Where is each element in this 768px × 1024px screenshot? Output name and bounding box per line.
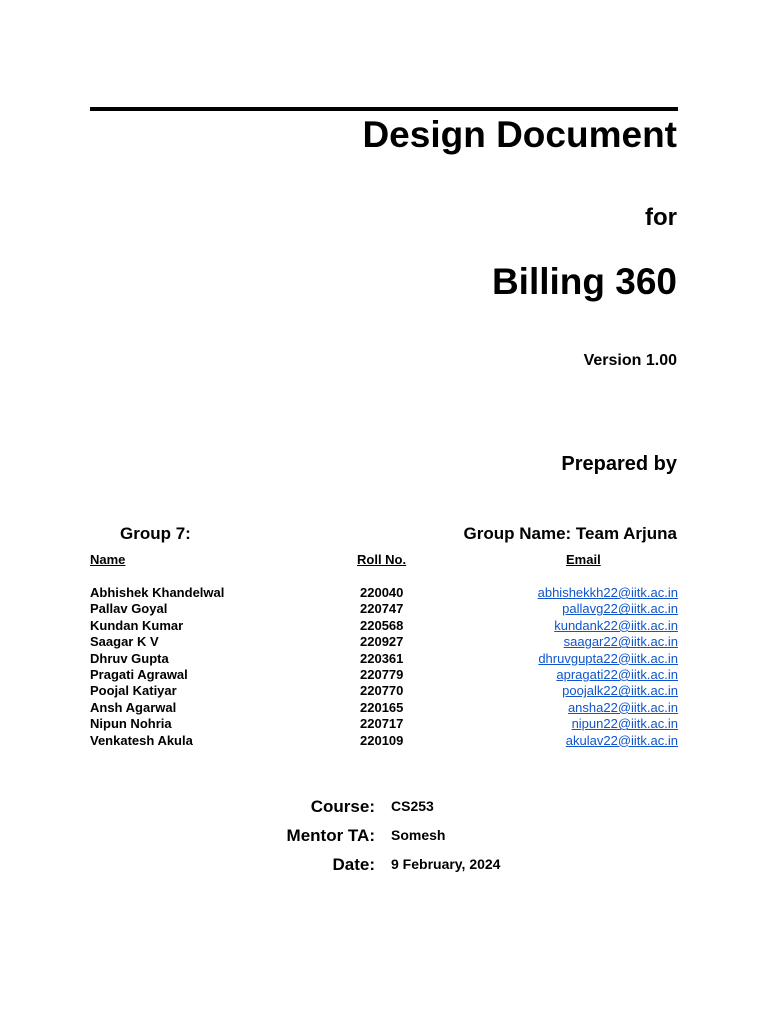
member-name: Pragati Agrawal — [90, 666, 188, 682]
table-row — [90, 634, 678, 650]
member-name: Kundan Kumar — [90, 617, 184, 633]
member-roll: 220927 — [360, 634, 404, 650]
member-email-link[interactable]: dhruvgupta22@iitk.ac.in — [538, 650, 678, 666]
date-value: 9 February, 2024 — [391, 856, 501, 872]
table-row — [90, 585, 678, 601]
document-title: Design Document — [362, 114, 677, 155]
table-row — [90, 733, 678, 749]
member-name: Poojal Katiyar — [90, 683, 177, 699]
mentor-label: Mentor TA: — [286, 826, 375, 845]
member-name: Nipun Nohria — [90, 716, 172, 732]
column-header-email: Email — [566, 552, 601, 567]
member-name: Venkatesh Akula — [90, 732, 193, 748]
member-name: Ansh Agarwal — [90, 699, 177, 715]
group-name: Group Name: Team Arjuna — [463, 524, 677, 543]
member-roll: 220361 — [360, 650, 404, 666]
table-row — [90, 700, 678, 716]
member-roll: 220165 — [360, 699, 404, 715]
member-email-link[interactable]: poojalk22@iitk.ac.in — [562, 683, 678, 699]
table-row — [90, 667, 678, 683]
member-name: Pallav Goyal — [90, 601, 168, 617]
column-header-name: Name — [90, 552, 126, 567]
mentor-value: Somesh — [391, 827, 446, 843]
course-label: Course: — [310, 797, 375, 816]
table-row — [90, 618, 678, 634]
member-email-link[interactable]: pallavg22@iitk.ac.in — [562, 601, 678, 617]
member-roll: 220717 — [360, 716, 404, 732]
course-value: CS253 — [391, 798, 434, 814]
group-number: Group 7: — [120, 524, 191, 543]
member-email-link[interactable]: akulav22@iitk.ac.in — [565, 732, 678, 748]
member-email-link[interactable]: kundank22@iitk.ac.in — [554, 617, 678, 633]
member-roll: 220747 — [360, 601, 404, 617]
member-email-link[interactable]: apragati22@iitk.ac.in — [556, 666, 678, 682]
table-row — [90, 683, 678, 699]
title-rule — [90, 107, 678, 111]
member-roll: 220109 — [360, 732, 404, 748]
table-row — [90, 716, 678, 732]
member-email-link[interactable]: saagar22@iitk.ac.in — [563, 634, 678, 650]
member-name: Abhishek Khandelwal — [90, 585, 225, 600]
member-email-link[interactable]: nipun22@iitk.ac.in — [571, 716, 678, 732]
member-name: Dhruv Gupta — [90, 650, 169, 666]
member-roll: 220040 — [360, 585, 404, 600]
table-row — [90, 651, 678, 667]
prepared-by-label: Prepared by — [561, 453, 677, 475]
date-label: Date: — [332, 855, 375, 874]
members-table — [90, 585, 678, 749]
table-row — [90, 601, 678, 617]
member-roll: 220568 — [360, 617, 404, 633]
for-label: for — [645, 204, 677, 231]
version-label: Version 1.00 — [583, 352, 677, 369]
member-email-link[interactable]: abhishekkh22@iitk.ac.in — [537, 585, 678, 600]
column-header-roll: Roll No. — [357, 552, 407, 567]
member-email-link[interactable]: ansha22@iitk.ac.in — [567, 699, 678, 715]
member-roll: 220779 — [360, 666, 404, 682]
product-name: Billing 360 — [491, 261, 677, 302]
member-roll: 220770 — [360, 683, 404, 699]
member-name: Saagar K V — [90, 634, 159, 650]
